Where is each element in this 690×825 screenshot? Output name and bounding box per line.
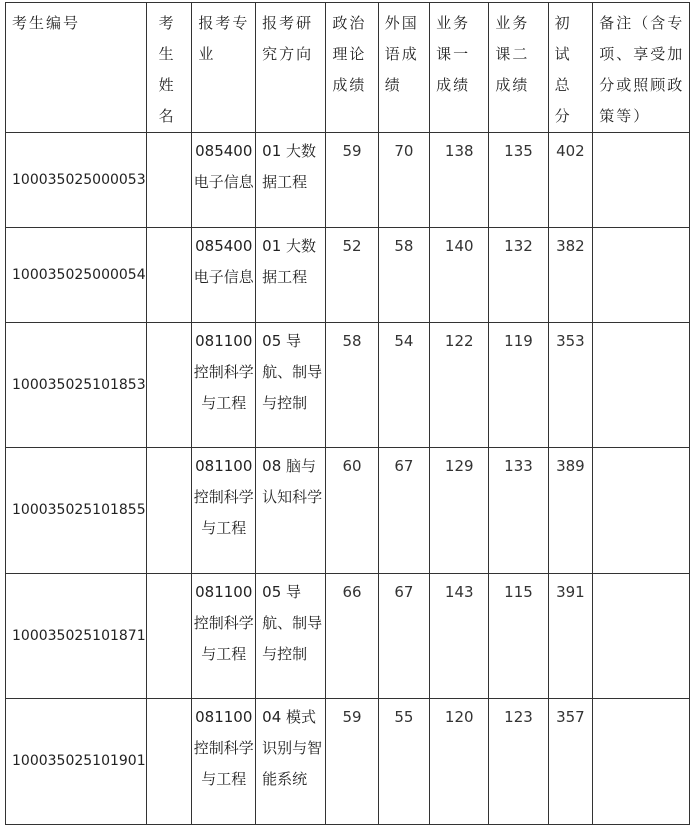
table-row bbox=[6, 574, 690, 699]
major: 081100控制科学与工程 bbox=[192, 448, 256, 574]
note bbox=[593, 699, 690, 825]
major: 081100控制科学与工程 bbox=[192, 574, 256, 699]
research-direction: 05 导航、制导与控制 bbox=[256, 323, 326, 448]
table-row bbox=[6, 228, 690, 323]
course1-score: 143 bbox=[430, 574, 489, 699]
politics-score: 58 bbox=[326, 323, 378, 448]
course1-score: 129 bbox=[430, 448, 489, 574]
table-row bbox=[6, 699, 690, 825]
candidate-id: 100035025000053 bbox=[6, 133, 147, 228]
foreign-language-score: 58 bbox=[378, 228, 429, 323]
table-row bbox=[6, 133, 690, 228]
total-score: 389 bbox=[548, 448, 593, 574]
note bbox=[593, 574, 690, 699]
politics-score: 59 bbox=[326, 133, 378, 228]
header-course2: 业务课二成绩 bbox=[489, 3, 548, 133]
header-major: 报考专业 bbox=[192, 3, 256, 133]
foreign-language-score: 70 bbox=[378, 133, 429, 228]
research-direction: 05 导航、制导与控制 bbox=[256, 574, 326, 699]
politics-score: 52 bbox=[326, 228, 378, 323]
table-row bbox=[6, 323, 690, 448]
politics-score: 60 bbox=[326, 448, 378, 574]
note bbox=[593, 448, 690, 574]
course2-score: 119 bbox=[489, 323, 548, 448]
header-direction: 报考研究方向 bbox=[256, 3, 326, 133]
total-score: 357 bbox=[548, 699, 593, 825]
candidate-name bbox=[146, 448, 192, 574]
major: 085400电子信息 bbox=[192, 228, 256, 323]
total-score: 391 bbox=[548, 574, 593, 699]
course2-score: 133 bbox=[489, 448, 548, 574]
header-course1: 业务课一成绩 bbox=[430, 3, 489, 133]
candidate-name bbox=[146, 133, 192, 228]
candidate-id: 100035025101853 bbox=[6, 323, 147, 448]
header-note: 备注（含专项、享受加分或照顾政策等） bbox=[593, 3, 690, 133]
course2-score: 135 bbox=[489, 133, 548, 228]
foreign-language-score: 67 bbox=[378, 448, 429, 574]
research-direction: 08 脑与认知科学 bbox=[256, 448, 326, 574]
total-score: 402 bbox=[548, 133, 593, 228]
candidate-name bbox=[146, 699, 192, 825]
header-politics: 政治理论成绩 bbox=[326, 3, 378, 133]
header-name: 考生姓名 bbox=[146, 3, 192, 133]
politics-score: 66 bbox=[326, 574, 378, 699]
candidate-id: 100035025000054 bbox=[6, 228, 147, 323]
course2-score: 123 bbox=[489, 699, 548, 825]
note bbox=[593, 133, 690, 228]
major: 081100控制科学与工程 bbox=[192, 699, 256, 825]
candidate-id: 100035025101871 bbox=[6, 574, 147, 699]
research-direction: 01 大数据工程 bbox=[256, 133, 326, 228]
course2-score: 115 bbox=[489, 574, 548, 699]
politics-score: 59 bbox=[326, 699, 378, 825]
major: 085400电子信息 bbox=[192, 133, 256, 228]
total-score: 353 bbox=[548, 323, 593, 448]
candidate-id: 100035025101901 bbox=[6, 699, 147, 825]
table-row bbox=[6, 448, 690, 574]
header-total: 初试总分 bbox=[548, 3, 593, 133]
foreign-language-score: 55 bbox=[378, 699, 429, 825]
note bbox=[593, 228, 690, 323]
candidate-name bbox=[146, 323, 192, 448]
foreign-language-score: 67 bbox=[378, 574, 429, 699]
major: 081100控制科学与工程 bbox=[192, 323, 256, 448]
candidate-name bbox=[146, 574, 192, 699]
course2-score: 132 bbox=[489, 228, 548, 323]
candidate-name bbox=[146, 228, 192, 323]
course1-score: 122 bbox=[430, 323, 489, 448]
header-id: 考生编号 bbox=[6, 3, 147, 133]
foreign-language-score: 54 bbox=[378, 323, 429, 448]
course1-score: 138 bbox=[430, 133, 489, 228]
research-direction: 04 模式识别与智能系统 bbox=[256, 699, 326, 825]
research-direction: 01 大数据工程 bbox=[256, 228, 326, 323]
header-row bbox=[6, 3, 690, 133]
score-table bbox=[5, 2, 690, 825]
course1-score: 120 bbox=[430, 699, 489, 825]
candidate-id: 100035025101855 bbox=[6, 448, 147, 574]
header-foreign: 外国语成绩 bbox=[378, 3, 429, 133]
note bbox=[593, 323, 690, 448]
course1-score: 140 bbox=[430, 228, 489, 323]
total-score: 382 bbox=[548, 228, 593, 323]
